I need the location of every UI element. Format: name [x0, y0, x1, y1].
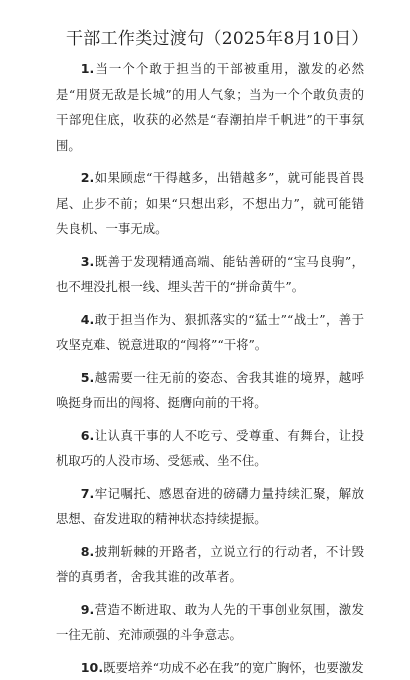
list-item — [56, 56, 364, 158]
transition-sentence-list — [56, 56, 364, 680]
list-item — [56, 249, 364, 300]
item-text: 让认真干事的人不吃亏、受尊重、有舞台，让投机取巧的人没市场、受惩戒、坐不住。 — [56, 428, 364, 469]
item-text: 当一个个敢于担当的干部被重用，激发的必然是“用贤无敌是长城”的用人气象；当为一个个敢负责的干部兜住底，收获的必然是“春潮拍岸千帆进”的干事氛围。 — [56, 61, 364, 153]
item-text: 牢记嘱托、感恩奋进的磅礴力量持续汇聚，解放思想、奋发进取的精神状态持续提振。 — [56, 486, 364, 527]
list-item — [56, 365, 364, 416]
item-number: 8. — [81, 544, 95, 559]
item-number: 3. — [81, 254, 95, 269]
document-title: 干部工作类过渡句（2025年8月10日） — [56, 26, 364, 52]
list-item — [56, 423, 364, 474]
item-number: 10. — [81, 660, 103, 675]
item-number: 4. — [81, 312, 95, 327]
list-item — [56, 307, 364, 358]
list-item — [56, 539, 364, 590]
item-text: 越需要一往无前的姿态、舍我其谁的境界，越呼唤挺身而出的闯将、挺膺向前的干将。 — [56, 370, 364, 411]
item-text: 营造不断进取、敢为人先的干事创业氛围，激发一往无前、充沛顽强的斗争意志。 — [56, 602, 364, 643]
item-text: 敢于担当作为、狠抓落实的“猛士”“战士”，善于攻坚克难、锐意进取的“闯将”“干将”。 — [56, 312, 364, 353]
list-item — [56, 481, 364, 532]
item-text: 披荆斩棘的开路者，立说立行的行动者，不计毁誉的真勇者，舍我其谁的改革者。 — [56, 544, 364, 585]
item-number: 9. — [81, 602, 95, 617]
item-number: 6. — [81, 428, 95, 443]
list-item — [56, 597, 364, 648]
item-text: 既善于发现精通高端、能钻善研的“宝马良驹”，也不埋没扎根一线、埋头苦干的“拼命黄牛”。 — [56, 254, 364, 295]
list-item — [56, 655, 364, 680]
item-text: 如果顾虑“干得越多，出错越多”，就可能畏首畏尾、止步不前；如果“只想出彩，不想出力”，就可能错失良机、一事无成。 — [56, 170, 364, 236]
item-number: 5. — [81, 370, 95, 385]
item-text: 既要培养“功成不必在我”的宽广胸怀，也要激发 — [103, 660, 363, 675]
item-number: 7. — [81, 486, 95, 501]
item-number: 2. — [81, 170, 95, 185]
item-number: 1. — [81, 61, 95, 76]
list-item — [56, 165, 364, 242]
